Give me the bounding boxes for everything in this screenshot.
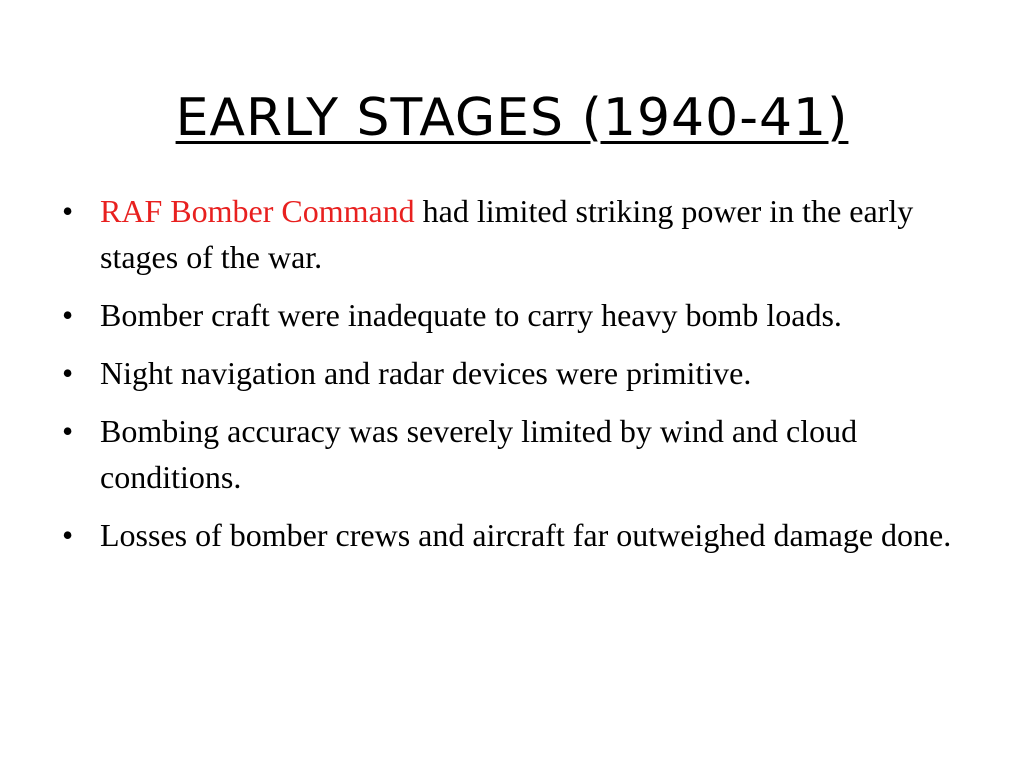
bullet-point-icon: • — [62, 517, 74, 553]
bullet-text: Bombing accuracy was severely limited by wind and cloud conditions. — [100, 413, 858, 495]
bullet-text: Losses of bomber crews and aircraft far outweighed damage done. — [100, 517, 952, 553]
slide-title-text: EARLY STAGES (1940-41) — [175, 87, 849, 148]
bullet-point-icon: • — [62, 193, 74, 229]
bullet-item — [62, 350, 962, 396]
bullet-point-icon: • — [62, 413, 74, 449]
bullet-list — [62, 188, 962, 570]
slide-title — [0, 87, 1024, 149]
bullet-item — [62, 188, 962, 280]
bullet-item — [62, 408, 962, 500]
bullet-point-icon: • — [62, 297, 74, 333]
bullet-item — [62, 292, 962, 338]
bullet-item — [62, 512, 962, 558]
highlighted-term: RAF Bomber Command — [100, 193, 415, 229]
bullet-point-icon: • — [62, 355, 74, 391]
bullet-text: Bomber craft were inadequate to carry heavy bomb loads. — [100, 297, 842, 333]
bullet-text: had limited striking power in the early stages of the war. — [100, 193, 914, 275]
bullet-text: Night navigation and radar devices were primitive. — [100, 355, 752, 391]
